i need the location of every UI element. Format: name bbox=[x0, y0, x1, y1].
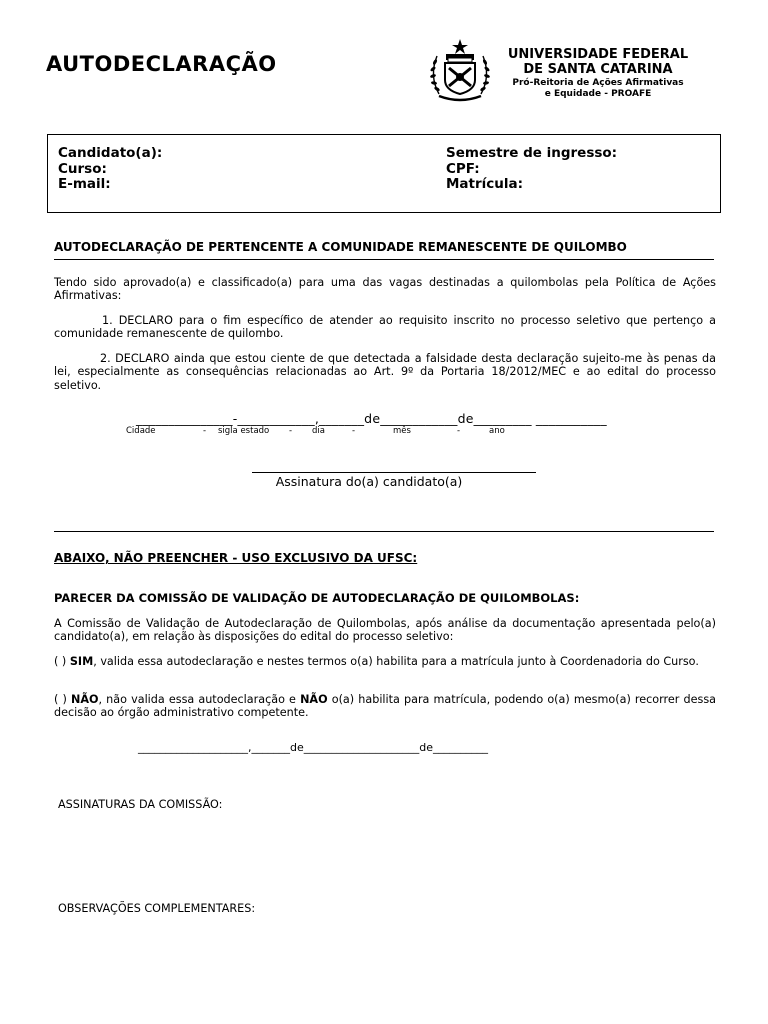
candidate-signature-label: Assinatura do(a) candidato(a) bbox=[275, 474, 463, 489]
option-nao-checkbox: ( ) bbox=[54, 693, 71, 706]
enrollment-label: Matrícula: bbox=[446, 176, 524, 192]
commission-opinion-intro: A Comissão de Validação de Autodeclaração de Quilombolas, após análise da documentação apresentada pelo(a) candidato(a), em relação às disposições do edital do processo seletivo: bbox=[54, 617, 716, 644]
date-place-fill-line: _______________-____________,_______de____________de_________ ___________ bbox=[136, 411, 607, 426]
state-label: sigla estado bbox=[218, 426, 270, 436]
cpf-label: CPF: bbox=[446, 160, 480, 177]
option-sim-bold: SIM bbox=[69, 655, 94, 668]
declaration-intro: Tendo sido aprovado(a) e classificado(a) para uma das vagas destinadas a quilombolas pela Política de Ações Afirmativas: bbox=[54, 276, 716, 303]
commission-date-fill-line: ____________________,_______de_____________________de__________ bbox=[138, 741, 488, 754]
course-label: Curso: bbox=[58, 160, 107, 177]
option-nao-bold-2: NÃO bbox=[300, 693, 328, 706]
pro-rectory-line2: e Equidade - PROAFE bbox=[544, 89, 652, 99]
ufsc-coat-of-arms-icon bbox=[425, 36, 495, 106]
date-separator: - bbox=[457, 426, 461, 436]
commission-signatures-label: ASSINATURAS DA COMISSÃO: bbox=[58, 798, 223, 811]
university-name-line2: DE SANTA CATARINA bbox=[523, 62, 673, 77]
option-sim bbox=[54, 655, 716, 668]
section-divider bbox=[54, 531, 714, 532]
date-separator: - bbox=[289, 426, 293, 436]
document-title: AUTODECLARAÇÃO bbox=[46, 52, 277, 76]
option-nao bbox=[54, 693, 716, 720]
date-separator: - bbox=[203, 426, 207, 436]
year-label: ano bbox=[489, 426, 505, 436]
day-label: dia bbox=[312, 426, 325, 436]
complementary-observations-label: OBSERVAÇÕES COMPLEMENTARES: bbox=[58, 902, 256, 915]
option-nao-text: , não valida essa autodeclaração e bbox=[98, 693, 301, 706]
declaration-item-2: 2. DECLARO ainda que estou ciente de que detectada a falsidade desta declaração sujeito-me às penas da lei, especialmente as consequências relacionadas ao Art. 9º da Portaria 18/2012/MEC e ao edital do processo seletivo. bbox=[54, 352, 716, 392]
candidate-label: Candidato(a): bbox=[58, 145, 163, 161]
commission-opinion-title: PARECER DA COMISSÃO DE VALIDAÇÃO DE AUTODECLARAÇÃO DE QUILOMBOLAS: bbox=[54, 591, 580, 605]
semester-label: Semestre de ingresso: bbox=[446, 145, 618, 161]
ufsc-only-title: ABAIXO, NÃO PREENCHER - USO EXCLUSIVO DA UFSC: bbox=[54, 551, 418, 565]
candidate-info-right bbox=[446, 146, 617, 193]
option-nao-text-2: o(a) habilita para matrícula, podendo o(a) mesmo(a) recorrer dessa decisão ao órgão administrativo competente. bbox=[54, 693, 717, 720]
declaration-section-title: AUTODECLARAÇÃO DE PERTENCENTE A COMUNIDADE REMANESCENTE DE QUILOMBO bbox=[54, 240, 627, 254]
candidate-info-left bbox=[58, 146, 162, 193]
university-name-line1: UNIVERSIDADE FEDERAL bbox=[507, 47, 689, 62]
option-sim-checkbox: ( ) bbox=[54, 655, 70, 668]
declaration-item-1: 1. DECLARO para o fim específico de atender ao requisito inscrito no processo seletivo que pertenço a comunidade remanescente de quilombo. bbox=[54, 314, 716, 341]
city-label: Cidade bbox=[126, 426, 156, 436]
candidate-info-box bbox=[47, 134, 721, 213]
option-sim-text: , valida essa autodeclaração e nestes termos o(a) habilita para a matrícula junto à Coordenadoria do Curso. bbox=[93, 655, 699, 668]
date-separator: - bbox=[352, 426, 356, 436]
university-heading bbox=[498, 47, 698, 100]
section-divider bbox=[54, 259, 714, 260]
pro-rectory-line1: Pró-Reitoria de Ações Afirmativas bbox=[512, 78, 684, 88]
option-nao-bold: NÃO bbox=[70, 693, 99, 706]
email-label: E-mail: bbox=[58, 176, 111, 192]
month-label: mês bbox=[393, 426, 411, 436]
candidate-signature-line bbox=[252, 472, 536, 473]
